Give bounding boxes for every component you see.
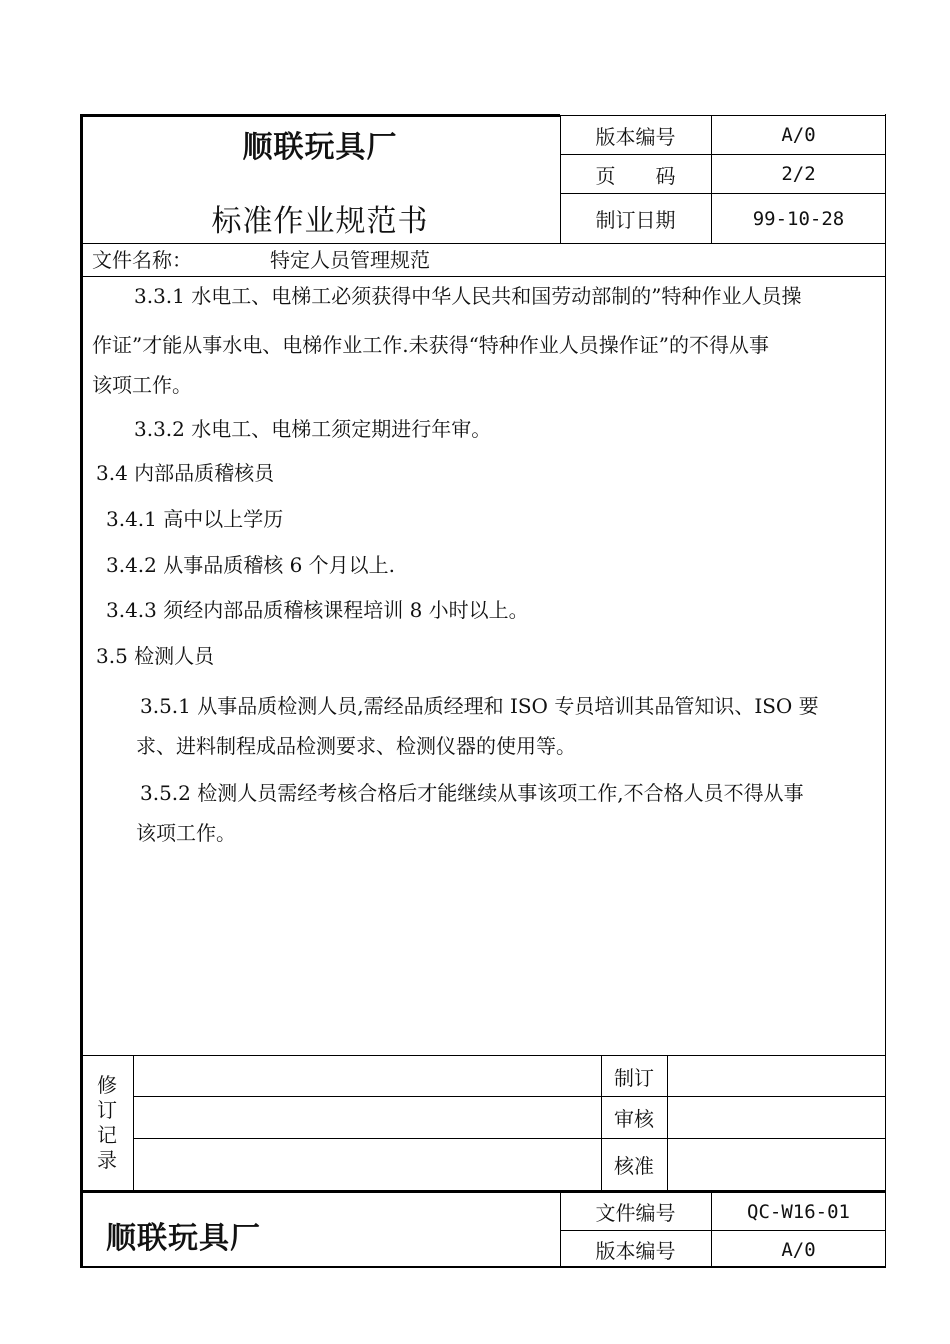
page-value: 2/2 — [781, 163, 816, 185]
item-3-5-2-line2: 该项工作。 — [136, 821, 236, 845]
revision-char: 修 — [97, 1073, 117, 1097]
section-3-5: 3.5 检测人员 — [96, 644, 215, 668]
doc-type-title: 标准作业规范书 — [211, 204, 429, 239]
para-3-3-1-line1: 3.3.1 水电工、电梯工必须获得中华人民共和国劳动部制的”特种作业人员操 — [134, 284, 802, 308]
file-name-value: 特定人员管理规范 — [270, 248, 430, 272]
revision-char: 录 — [97, 1148, 117, 1172]
revision-char: 订 — [97, 1098, 117, 1122]
footer-file-no-label: 文件编号 — [595, 1201, 676, 1225]
revision-char: 记 — [97, 1123, 117, 1147]
version-label: 版本编号 — [595, 124, 676, 149]
header-bottom-line — [80, 243, 886, 244]
sign-label-review: 审核 — [614, 1107, 654, 1131]
para-3-3-2: 3.3.2 水电工、电梯工须定期进行年审。 — [134, 417, 492, 441]
section-3-4: 3.4 内部品质稽核员 — [96, 461, 275, 485]
footer-version-value: A/0 — [781, 1238, 816, 1261]
para-3-3-1-line3: 该项工作。 — [92, 373, 192, 397]
item-3-5-1-line1: 3.5.1 从事品质检测人员,需经品质经理和 ISO 专员培训其品管知识、ISO 要 — [140, 694, 819, 718]
footer-file-no-value: QC-W16-01 — [747, 1200, 850, 1223]
item-3-4-3: 3.4.3 须经内部品质稽核课程培训 8 小时以上。 — [106, 598, 529, 622]
file-name-label: 文件名称： — [92, 248, 192, 272]
company-title: 顺联玩具厂 — [242, 130, 398, 165]
item-3-4-1: 3.4.1 高中以上学历 — [106, 507, 284, 531]
page-label: 页 码 — [595, 163, 676, 188]
date-value: 99-10-28 — [752, 207, 845, 230]
header-top-border — [80, 114, 560, 117]
date-label: 制订日期 — [595, 208, 676, 232]
revision-top-line — [80, 1055, 886, 1056]
footer-company-title: 顺联玩具厂 — [106, 1221, 261, 1256]
sign-label-approve: 核准 — [614, 1154, 654, 1178]
item-3-5-1-line2: 求、进料制程成品检测要求、检测仪器的使用等。 — [136, 734, 576, 758]
item-3-4-2: 3.4.2 从事品质稽核 6 个月以上. — [106, 553, 396, 577]
para-3-3-1-line2: 作证”才能从事水电、电梯作业工作.未获得“特种作业人员操作证”的不得从事 — [92, 333, 770, 357]
revision-row-line — [133, 1138, 886, 1139]
revision-sign-value-divider — [667, 1055, 668, 1190]
sign-label-draft: 制订 — [614, 1065, 654, 1090]
revision-label-divider — [133, 1055, 134, 1190]
version-value: A/0 — [781, 124, 816, 146]
revision-row-line — [133, 1096, 886, 1097]
item-3-5-2-line1: 3.5.2 检测人员需经考核合格后才能继续从事该项工作,不合格人员不得从事 — [140, 781, 804, 805]
footer-version-label: 版本编号 — [595, 1239, 676, 1263]
